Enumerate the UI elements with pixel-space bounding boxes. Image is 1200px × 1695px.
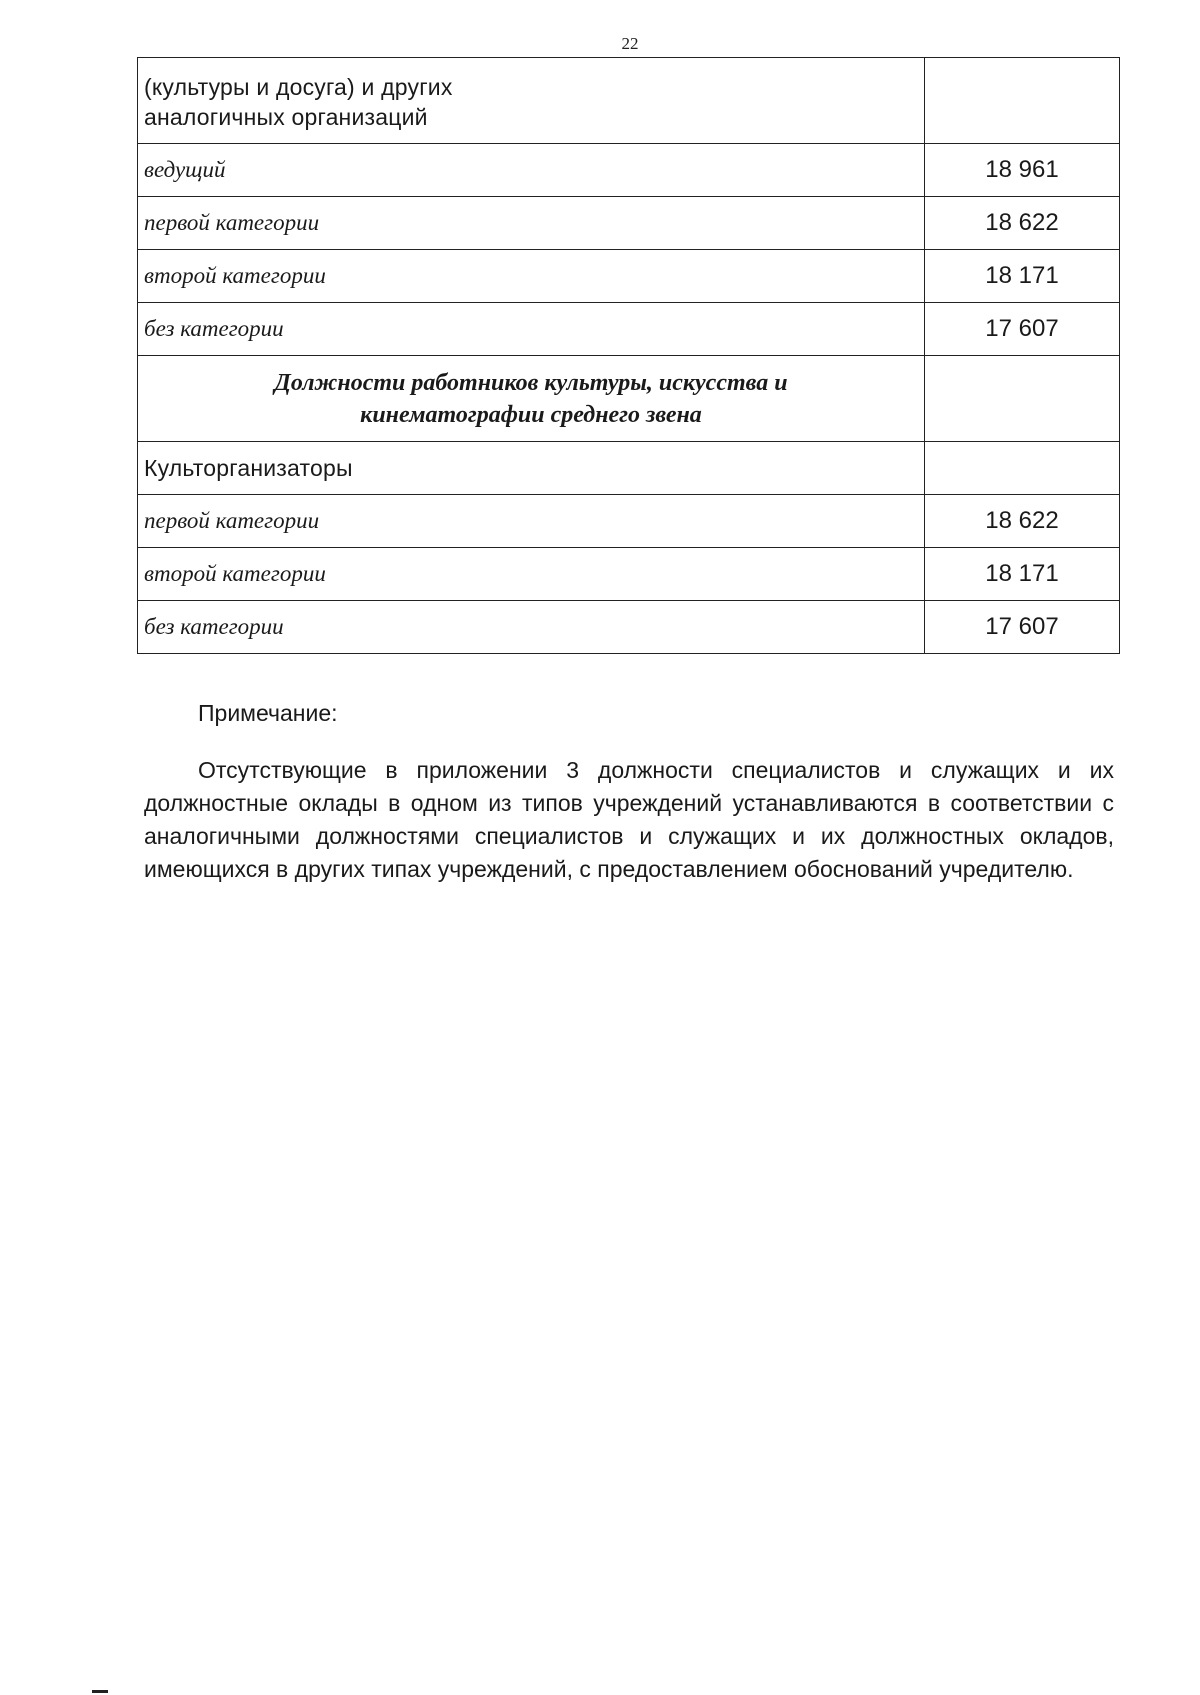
row-name: без категории <box>138 601 925 654</box>
table-row <box>138 495 1120 548</box>
row-name: второй категории <box>138 548 925 601</box>
salary-table <box>137 57 1120 654</box>
table-row <box>138 548 1120 601</box>
table-row <box>138 601 1120 654</box>
table-row <box>138 303 1120 356</box>
row-name: Культорганизаторы <box>138 442 925 495</box>
table-row <box>138 58 1120 144</box>
row-value <box>925 442 1120 495</box>
row-value <box>925 58 1120 144</box>
note-label: Примечание: <box>198 700 338 726</box>
table-row <box>138 442 1120 495</box>
row-name: первой категории <box>138 197 925 250</box>
table-row <box>138 250 1120 303</box>
table-section-heading-row <box>138 356 1120 442</box>
row-name: без категории <box>138 303 925 356</box>
row-value: 18 171 <box>925 548 1120 601</box>
section-heading: Должности работников культуры, искусства и кинематографии среднего звена <box>138 356 925 442</box>
row-name: ведущий <box>138 144 925 197</box>
row-name: второй категории <box>138 250 925 303</box>
row-value: 17 607 <box>925 601 1120 654</box>
row-value: 18 961 <box>925 144 1120 197</box>
note-text: Отсутствующие в приложении 3 должности специалистов и служащих и их должностные оклады в одном из типов учреждений устанавливаются в соответствии с аналогичными должностями специалистов и служащих и их должностных окладов, имеющихся в других типах учреждений, с предоставлением обоснований учредителю. <box>144 757 1114 882</box>
page-number: 22 <box>621 34 639 53</box>
row-value: 18 171 <box>925 250 1120 303</box>
row-name: (культуры и досуга) и других аналогичных организаций <box>138 58 925 144</box>
scan-mark <box>92 1690 108 1693</box>
row-value: 17 607 <box>925 303 1120 356</box>
row-value <box>925 356 1120 442</box>
table-row <box>138 197 1120 250</box>
row-value: 18 622 <box>925 495 1120 548</box>
table-row <box>138 144 1120 197</box>
row-name: первой категории <box>138 495 925 548</box>
row-value: 18 622 <box>925 197 1120 250</box>
